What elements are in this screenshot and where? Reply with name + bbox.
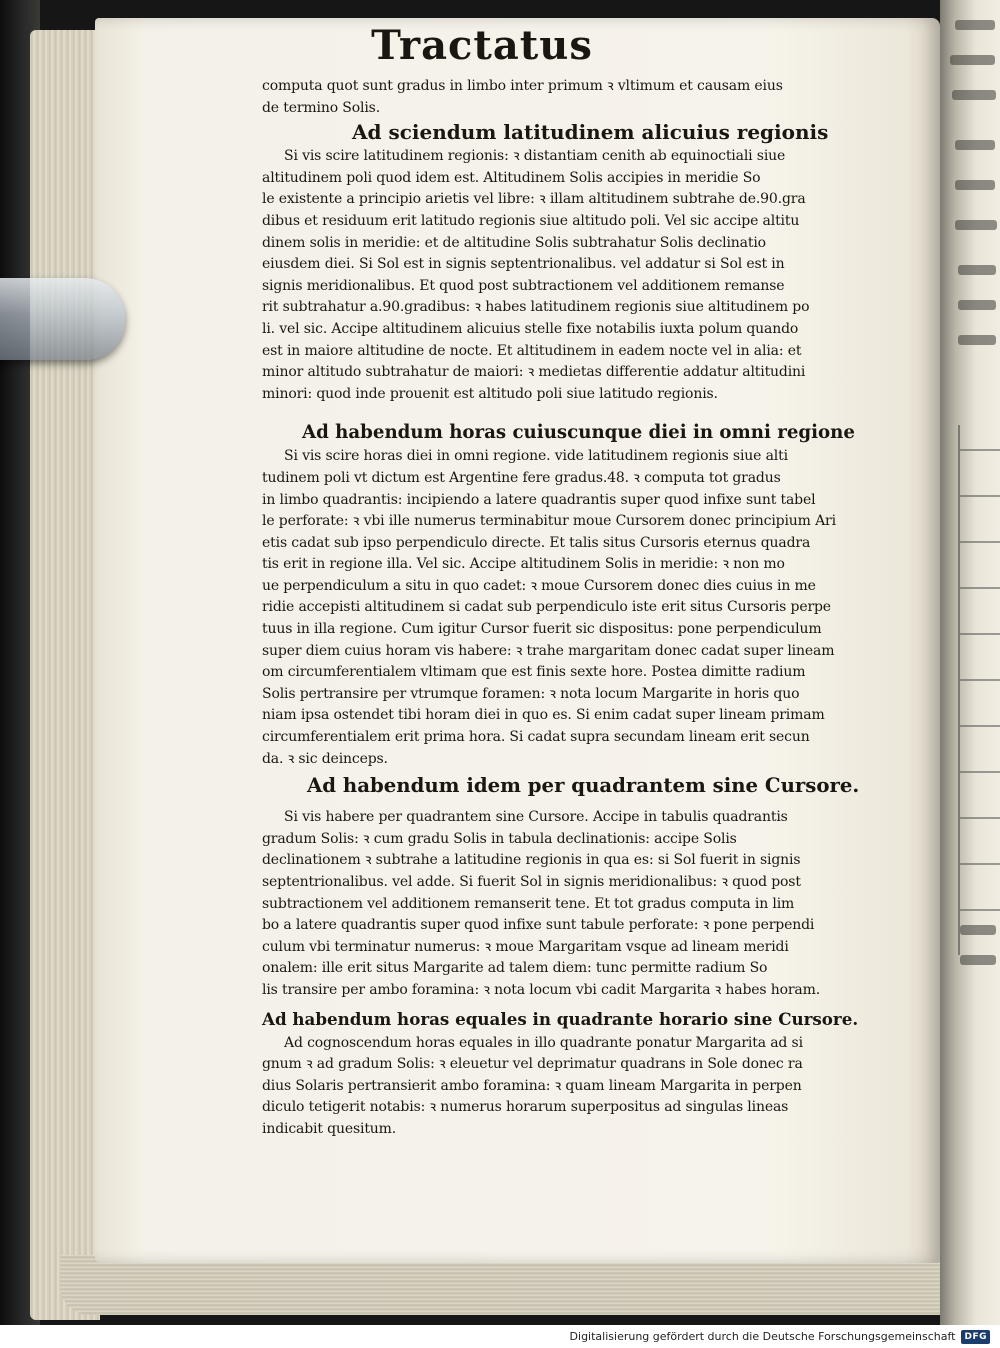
text-line: computa quot sunt gradus in limbo inter primum ꝛ vltimum et causam eius (262, 78, 783, 94)
facing-page-text (955, 180, 995, 190)
running-head: Tractatus (371, 22, 593, 69)
text-line: niam ipsa ostendet tibi horam diei in quo es. Si enim cadat super lineam primam (262, 707, 825, 724)
text-line: Si vis scire horas diei in omni regione. vide latitudinem regionis siue alti (284, 448, 788, 465)
text-line: etis cadat sub ipso perpendiculo directe. Et talis situs Cursoris eternus quadra (262, 534, 811, 551)
text-line: le perforate: ꝛ vbi ille numerus terminabitur moue Cursorem donec principium Ari (262, 513, 836, 530)
sections (262, 119, 862, 1140)
section-heading: Ad sciendum latitudinem alicuius regionis (352, 120, 829, 145)
text-line: li. vel sic. Accipe altitudinem alicuius stelle fixe notabilis iuxta polum quando (262, 320, 799, 337)
section (262, 419, 862, 770)
text-line: indicabit quesitum. (262, 1120, 397, 1137)
text-line: Si vis scire latitudinem regionis: ꝛ distantiam cenith ab equinoctiali siue (284, 148, 786, 165)
text-line: super diem cuius horam vis habere: ꝛ trahe margaritam donec cadat super lineam (262, 642, 835, 659)
page-edges-bottom (60, 1255, 950, 1315)
text-line: gradum Solis: ꝛ cum gradu Solis in tabula declinationis: accipe Solis (262, 830, 737, 847)
facing-page-table (958, 425, 1000, 955)
text-line: le existente a principio arietis vel libre: ꝛ illam altitudinem subtrahe de.90.gra (262, 191, 806, 208)
text-line: culum vbi terminatur numerus: ꝛ moue Margaritam vsque ad lineam meridi (262, 938, 789, 955)
text-line: circumferentialem erit prima hora. Si cadat supra secundam lineam erit secun (262, 729, 810, 746)
text-block (262, 20, 862, 1141)
text-line: in limbo quadrantis: incipiendo a latere quadrantis super quod infixe sunt tabel (262, 491, 816, 508)
text-line: tis erit in regione illa. Vel sic. Accipe altitudinem Solis in meridie: ꝛ non mo (262, 556, 785, 573)
text-line: tuus in illa regione. Cum igitur Cursor fuerit sic dispositus: pone perpendiculum (262, 621, 822, 638)
text-line: om circumferentialem vltimam que est finis sexte hore. Postea dimitte radium (262, 664, 806, 681)
text-line: Solis pertransire per vtrumque foramen: ꝛ nota locum Margarite in horis quo (262, 685, 800, 702)
page-edges-left (30, 30, 100, 1320)
text-line: ue perpendiculum a situ in quo cadet: ꝛ moue Cursorem donec dies cuius in me (262, 577, 816, 594)
facing-page-text (960, 955, 996, 965)
facing-page-text (955, 140, 995, 150)
text-line: declinationem ꝛ subtrahe a latitudine regionis in qua es: si Sol fuerit in signis (262, 852, 801, 869)
text-line: da. ꝛ sic deinceps. (262, 750, 388, 767)
text-line: minor altitudo subtrahatur de maiori: ꝛ medietas differentie addatur altitudini (262, 364, 806, 381)
text-line: gnum ꝛ ad gradum Solis: ꝛ eleuetur vel deprimatur quadrans in Sole donec ra (262, 1056, 803, 1073)
text-line: minori: quod inde prouenit est altitudo poli siue latitudo regionis. (262, 385, 718, 402)
text-line: diculo tetigerit notabis: ꝛ numerus horarum superpositus ad singulas lineas (262, 1099, 789, 1116)
text-line: ridie accepisti altitudinem si cadat sub perpendiculo iste erit situs Cursoris perpe (262, 599, 831, 616)
footer-credit: Digitalisierung gefördert durch die Deutsche Forschungsgemeinschaft (569, 1330, 956, 1343)
footer (0, 1325, 1000, 1348)
dfg-logo: DFG (961, 1330, 990, 1344)
section-heading: Ad habendum idem per quadrantem sine Cursore. (307, 774, 860, 798)
text-line: de termino Solis. (262, 99, 381, 116)
text-line: septentrionalibus. vel adde. Si fuerit Sol in signis meridionalibus: ꝛ quod post (262, 874, 801, 890)
page-holder-clip (0, 278, 125, 360)
section (262, 119, 862, 405)
text-line: lis transire per ambo foramina: ꝛ nota locum vbi cadit Margarita ꝛ habes horam. (262, 981, 821, 998)
text-line: Ad cognoscendum horas equales in illo quadrante ponatur Margarita ad si (284, 1034, 803, 1051)
facing-page-text (958, 300, 996, 310)
text-line: dinem solis in meridie: et de altitudine Solis subtrahatur Solis declinatio (262, 234, 766, 251)
facing-page-text (960, 925, 996, 935)
text-line: altitudinem poli quod idem est. Altitudinem Solis accipies in meridie So (262, 169, 761, 186)
section-heading: Ad habendum horas cuiuscunque diei in omni regione (302, 422, 855, 444)
text-line: bo a latere quadrantis super quod infixe sunt tabule perforate: ꝛ pone perpendi (262, 917, 815, 934)
text-line: est in maiore altitudine de nocte. Et altitudinem in eadem nocte vel in alia: et (262, 342, 802, 359)
section (262, 1006, 862, 1141)
text-line: Si vis habere per quadrantem sine Cursore. Accipe in tabulis quadrantis (284, 809, 788, 826)
facing-page-text (958, 265, 996, 275)
section (262, 772, 862, 1001)
text-line: signis meridionalibus. Et quod post subtractionem vel additionem remanse (262, 277, 785, 294)
text-line: dius Solaris pertransierit ambo foramina: ꝛ quam lineam Margarita in perpen (262, 1077, 802, 1094)
facing-page-text (955, 20, 995, 30)
text-line: eiusdem diei. Si Sol est in signis septentrionalibus. vel addatur si Sol est in (262, 256, 785, 273)
facing-page-text (958, 335, 996, 345)
section-heading: Ad habendum horas equales in quadrante horario sine Cursore. (262, 1008, 859, 1029)
facing-page-text (952, 90, 996, 100)
text-line: rit subtrahatur a.90.gradibus: ꝛ habes latitudinem regionis siue altitudinem po (262, 299, 810, 316)
text-line: dibus et residuum erit latitudo regionis siue altitudo poli. Vel sic accipe altitu (262, 212, 800, 229)
text-line: onalem: ille erit situs Margarite ad talem diem: tunc permitte radium So (262, 960, 768, 977)
text-line: subtractionem vel additionem remanserit tene. Et tot gradus computa in lim (262, 895, 795, 912)
facing-page-text (955, 220, 997, 230)
intro-text (262, 76, 862, 119)
text-line: tudinem poli vt dictum est Argentine fere gradus.48. ꝛ computa tot gradus (262, 469, 781, 486)
facing-page-text (950, 55, 995, 65)
